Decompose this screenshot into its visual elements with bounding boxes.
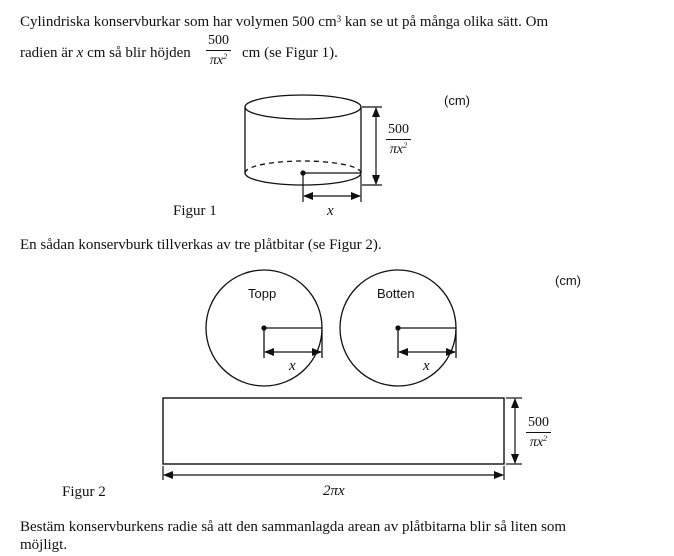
fig2-radius-label-top: x [289,358,296,374]
intro-line-2a: radien är x cm så blir höjden [20,45,191,61]
question-line-2: möjligt. [20,537,68,553]
fig2-radius-label-bottom: x [423,358,430,374]
fig2-height-fraction: 500 $\pi x^2$ [528,415,549,450]
middle-text: En sådan konservburk tillverkas av tre plåtbitar (se Figur 2). [20,237,382,253]
height-dimension [362,107,382,185]
fig1-unit: (cm) [444,93,470,108]
fig1-radius-label: x [327,203,334,219]
rect-height-dimension [506,398,522,464]
rect-width-dimension [163,466,504,480]
intro-line-2c: cm (se Figur 1). [242,45,338,61]
intro-line-1: Cylindriska konservburkar som har volymen 500 $cm^3$ kan se ut på många olika sätt. Om [20,14,549,30]
fig2-width-label: 2πx [323,483,345,499]
question-line-1: Bestäm konservburkens radie så att den sammanlagda arean av plåtbitarna blir så liten som [20,519,567,535]
circle-top-label: Topp [248,286,277,301]
fig2-label: Figur 2 [62,484,106,500]
fig1-label: Figur 1 [173,203,217,219]
height-fraction-text: 500 $\pi x^2$ [208,33,229,68]
fig1-height-fraction: 500 $\pi x^2$ [388,122,409,157]
fig2-unit: (cm) [555,273,581,288]
cylinder-diagram [245,95,361,185]
circle-bottom-label: Botten [377,286,415,301]
side-rectangle [163,398,504,464]
